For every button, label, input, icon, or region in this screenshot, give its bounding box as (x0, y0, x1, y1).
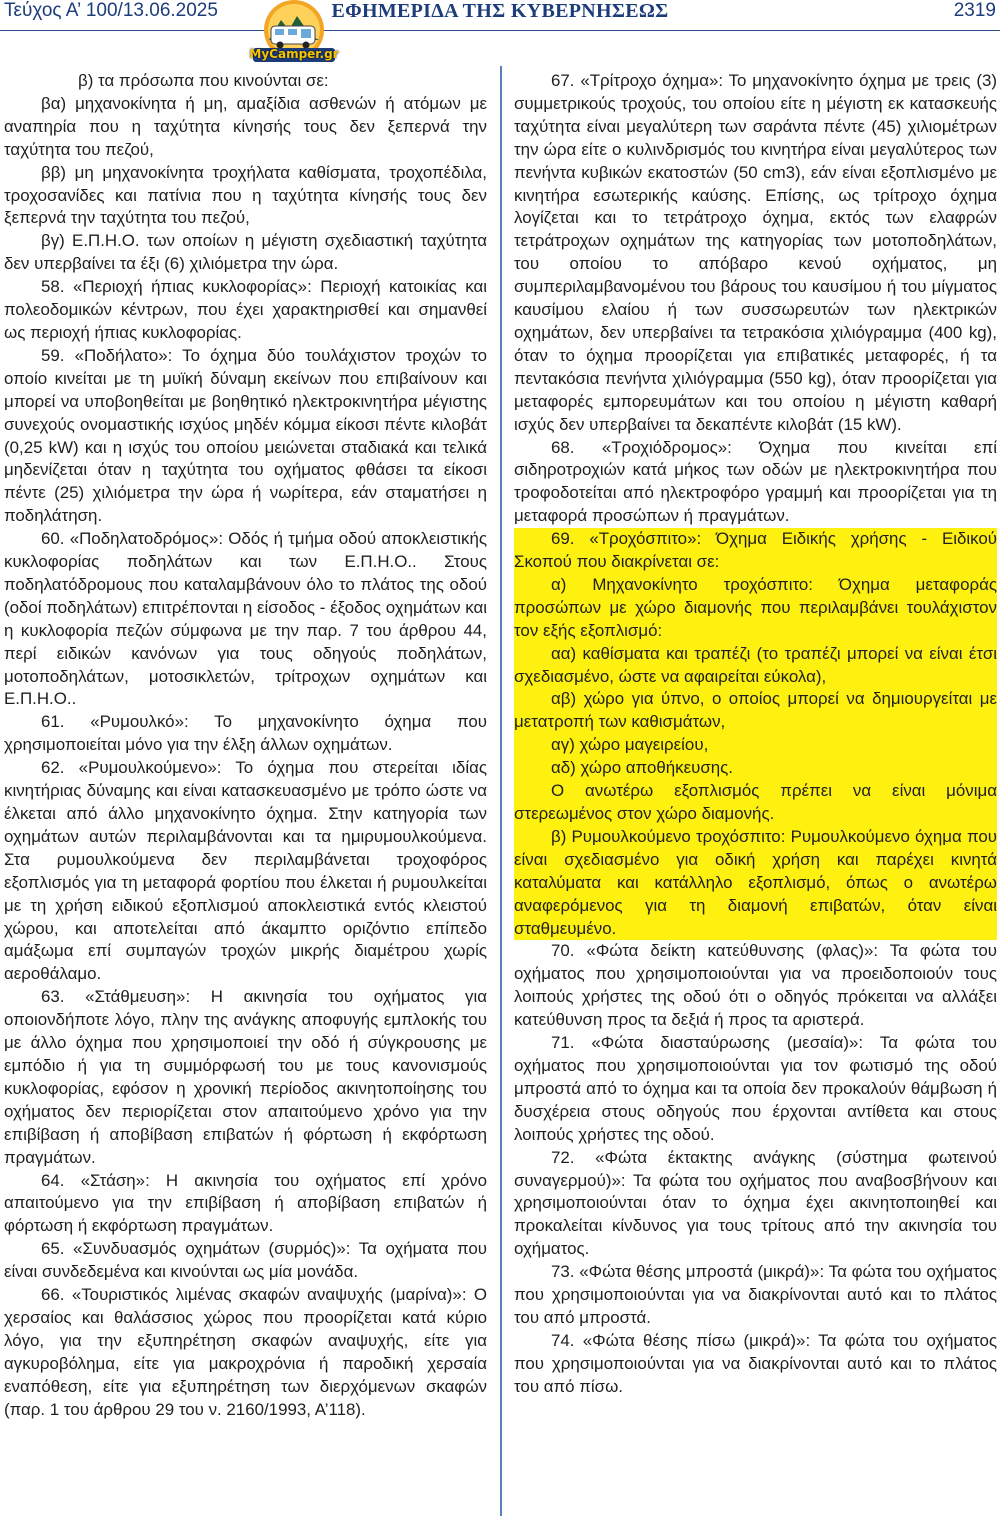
issue-label: Τεύχος Α’ 100/13.06.2025 (4, 0, 218, 21)
paragraph: 64. «Στάση»: Η ακινησία του οχήματος επί χρόνο απαιτούμενο για την επιβίβαση ή αποβίβαση επιβατών ή φόρτωση ή εκφόρτωση πραγμάτων. (4, 1170, 487, 1236)
gazette-title: ΕΦΗΜΕΡΙΔΑ ΤΗΣ ΚΥΒΕΡΝΗΣΕΩΣ (331, 0, 669, 22)
highlighted-paragraph: αδ) χώρο αποθήκευσης. (551, 758, 734, 778)
paragraph: βα) μηχανοκίνητα ή μη, αμαξίδια ασθενών ή ατόμων με αναπηρία που η ταχύτητα κίνησής τους δεν ξεπερνά την ταχύτητα του πεζού, (4, 93, 487, 159)
paragraph: 66. «Τουριστικός λιμένας σκαφών αναψυχής (μαρίνα)»: Ο χερσαίος και θαλάσσιος χώρος που προορίζεται κατά κύριο λόγο, για την εξυπηρέτηση σκαφών αναψυχής, είτε για αγκυροβόλημα, είτε για μακροχρόνια ή παροδική χερσαία εναπόθεση, είτε για εξυπηρέτηση των διερχόμενων σκαφών (παρ. 1 του άρθρου 29 του ν. 2160/1993, Α’118). (4, 1285, 487, 1419)
paragraph: ββ) μη μηχανοκίνητα τροχήλατα καθίσματα, τροχοπέδιλα, τροχοσανίδες και πατίνια που η ταχύτητα κίνησής τους δεν ξεπερνά την ταχύτητα του πεζού, (4, 162, 487, 228)
paragraph: 59. «Ποδήλατο»: Το όχημα δύο τουλάχιστον τροχών το οποίο κινείται με τη μυϊκή δύναμη εκείνων που επιβαίνουν και μπορεί να υποβοηθείται με βοηθητικό ηλεκτροκινητήρα μέγιστης συνεχούς ονομαστικής ισχύος μηδέν κόμμα είκοσι πέντε κιλοβάτ (0,25 kW) και η ισχύς του οποίου μειώνεται σταδιακά και τελικά μηδενίζεται όταν η ταχύτητα του οχήματος φθάσει τα είκοσι πέντε (25) χιλιόμετρα την ώρα ή νωρίτερα, εάν σταματήσει η ποδηλάτηση. (4, 345, 487, 526)
paragraph: 71. «Φώτα διασταύρωσης (μεσαία)»: Τα φώτα του οχήματος που χρησιμοποιούνται για τον φωτισμό της οδού μπροστά από το όχημα και τα οποία δεν προκαλούν θάμβωση ή δυσχέρεια στους οδηγούς που έρχονται αντίθετα και στους λοιπούς χρήστες της οδού. (514, 1033, 997, 1144)
page-header (0, 0, 1000, 31)
highlighted-section (514, 528, 997, 940)
highlighted-paragraph: β) Ρυμουλκούμενο τροχόσπιτο: Ρυμουλκούμενο όχημα που είναι σχεδιασμένο για οδική χρήση και παρέχει κινητά καταλύματα και κατάλληλο εξοπλισμό, όπως ο ανωτέρω αναφερόμενος για τη διαμονή επιβατών, όταν είναι σταθμευμένο. (514, 826, 997, 938)
paragraph: 62. «Ρυμουλκούμενο»: Το όχημα που στερείται ιδίας κινητήριας δύναμης και είναι κατασκευασμένο με τρόπο ώστε να έλκεται από άλλο μηχανοκίνητο όχημα. Στην κατηγορία των οχημάτων αυτών περιλαμβάνονται και τα ημιρυμουλκούμενα. Στα ρυμουλκούμενα δεν περιλαμβάνεται τροχοφόρος εξοπλισμός για τη μεταφορά φορτίου που έλκεται ή ρυμουλκείται με τη χρήση ειδικού εξοπλισμού αποκλειστικά εντός κλειστού χώρου, και αποτελείται από άκαμπτο οριζόντιο επίπεδο αμάξωμα επί συμπαγών τροχών μικρής διαμέτρου χωρίς αεροθάλαμο. (4, 758, 487, 984)
paragraph: 63. «Στάθμευση»: Η ακινησία του οχήματος για οποιονδήποτε λόγο, πλην της ανάγκης αποφυγής εμπλοκής του με άλλο όχημα που χρησιμοποιεί την οδό ή σύγκρουσης με εμπόδιο ή για τη συμμόρφωσή του με τους κανονισμούς κυκλοφορίας, εφόσον η χρονική περίοδος ακινητοποίησης του οχήματος δεν περιορίζεται στον απαιτούμενο χρόνο για την επιβίβαση ή αποβίβαση επιβατών ή φόρτωση ή εκφόρτωση πραγμάτων. (4, 987, 487, 1167)
paragraph: 68. «Τροχιόδρομος»: Όχημα που κινείται επί σιδηροτροχιών κατά μήκος των οδών με ηλεκτροκινητήρα που τροφοδοτείται από ηλεκτροφόρο γραμμή και προορίζεται για τη μεταφορά προσώπων ή πραγμάτων. (514, 437, 997, 526)
highlighted-paragraph: 69. «Τροχόσπιτο»: Όχημα Ειδικής χρήσης - Ειδικού Σκοπού που διακρίνεται σε: (514, 529, 997, 572)
paragraph: 65. «Συνδυασμός οχημάτων (συρμός)»: Τα οχήματα που είναι συνδεδεμένα και κινούνται ως μία μονάδα. (4, 1239, 487, 1282)
highlighted-paragraph: α) Μηχανοκίνητο τροχόσπιτο: Όχημα μεταφοράς προσώπων με χώρο διαμονής που περιλαμβάνει τουλάχιστον τον εξής εξοπλισμό: (514, 574, 997, 640)
paragraph: 70. «Φώτα δείκτη κατεύθυνσης (φλας)»: Τα φώτα του οχήματος που χρησιμοποιούνται για να προειδοποιούν τους λοιπούς χρήστες της οδού ότι ο οδηγός πρόκειται να αλλάξει κατεύθυνση προς τα δεξιά ή προς τα αριστερά. (514, 941, 997, 1030)
left-column (4, 70, 487, 1421)
logo-text: MyCamper.gr (249, 47, 339, 61)
highlighted-paragraph: αα) καθίσματα και τραπέζι (το τραπέζι μπορεί να είναι έτσι σχεδιασμένο, ώστε να αφαιρείται εύκολα), (514, 643, 997, 686)
highlighted-paragraph: αβ) χώρο για ύπνο, ο οποίος μπορεί να δημιουργείται με μετατροπή των καθισμάτων, (514, 689, 997, 732)
camper-logo-icon (245, 0, 343, 66)
paragraph: 61. «Ρυμουλκό»: Το μηχανοκίνητο όχημα που χρησιμοποιείται μόνο για την έλξη άλλων οχημάτων. (4, 712, 487, 755)
paragraph: 74. «Φώτα θέσης πίσω (μικρά)»: Τα φώτα του οχήματος που χρησιμοποιούνται για να διακρίνονται αυτό και το πλάτος του από πίσω. (514, 1330, 997, 1396)
paragraph: 60. «Ποδηλατοδρόμος»: Οδός ή τμήμα οδού αποκλειστικής κυκλοφορίας ποδηλάτων και των Ε.Π.Η.Ο.. Στους ποδηλατόδρομους που καταλαμβάνουν όλο το πλάτος της οδού (οδοί ποδηλάτων) επιτρέπονται η είσοδος - έξοδος οχημάτων και η κυκλοφορία πεζών σύμφωνα με την παρ. 7 του άρθρου 44, περί ειδικών κανόνων για τους οδηγούς ποδηλάτων, μοτοποδηλάτων, μοτοσικλετών, τρίτροχων οχημάτων και Ε.Π.Η.Ο.. (4, 529, 487, 709)
column-divider (500, 66, 502, 1516)
paragraph: βγ) Ε.Π.Η.Ο. των οποίων η μέγιστη σχεδιαστική ταχύτητα δεν υπερβαίνει τα έξι (6) χιλιόμετρα την ώρα. (4, 231, 487, 274)
paragraph: 72. «Φώτα έκτακτης ανάγκης (σύστημα φωτεινού συναγερμού)»: Τα φώτα του οχήματος που αναβοσβήνουν και χρησιμοποιούνται όταν το όχημα έχει ακινητοποιηθεί και προκαλείται κίνδυνος για τους τρίτους από την ακινησία του οχήματος. (514, 1147, 997, 1259)
highlighted-paragraph: αγ) χώρο μαγειρείου, (551, 735, 709, 755)
paragraph: 58. «Περιοχή ήπιας κυκλοφορίας»: Περιοχή κατοικίας και πολεοδομικών κέντρων, που έχει χαρακτηρισθεί και σημανθεί ως περιοχή ήπιας κυκλοφορίας. (4, 277, 487, 342)
paragraph: 73. «Φώτα θέσης μπροστά (μικρά)»: Τα φώτα του οχήματος που χρησιμοποιούνται για να διακρίνονται αυτό και το πλάτος του από μπροστά. (514, 1262, 997, 1327)
highlighted-paragraph: Ο ανωτέρω εξοπλισμός πρέπει να είναι μόνιμα στερεωμένος στον χώρο διαμονής. (514, 781, 997, 823)
paragraph: 67. «Τρίτροχο όχημα»: Το μηχανοκίνητο όχημα με τρεις (3) συμμετρικούς τροχούς, του οποίου είτε η μέγιστη εκ κατασκευής ταχύτητα είναι μεγαλύτερη των σαράντα πέντε (45) χιλιομέτρων την ώρα είτε ο κυλινδρισμός του κινητήρα είναι μεγαλύτερος των πενήντα κυβικών εκατοστών (50 cm3), εάν είναι εξοπλισμένο με κινητήρα εσωτερικής καύσης. Επίσης, ως τρίτροχο όχημα λογίζεται και το τετράτροχο όχημα, εκτός των ελαφρών τετράτροχων οχημάτων της κατηγορίας των μοτοποδηλάτων, του οποίου το απόβαρο κενού οχήματος, μη συμπεριλαμβανομένου του βάρους του καυσίμου ή του μίγματος καυσίμου ελαίου ή των συσσωρευτών των ηλεκτρικών οχημάτων, δεν υπερβαίνει τα τετρακόσια χιλιόγραμμα (400 kg), όταν το όχημα προορίζεται για επιβατικές μεταφορές, ή τα πεντακόσια πενήντα χιλιόγραμμα (550 kg), όταν προορίζεται για μεταφορές εμπορευμάτων και του οποίου η μέγιστη καθαρή ισχύς δεν υπερβαίνει τα δεκαπέντε κιλοβάτ (15 kW). (514, 71, 997, 434)
page-number: 2319 (953, 0, 996, 21)
right-column (514, 70, 997, 1399)
paragraph: β) τα πρόσωπα που κινούνται σε: (78, 71, 329, 90)
